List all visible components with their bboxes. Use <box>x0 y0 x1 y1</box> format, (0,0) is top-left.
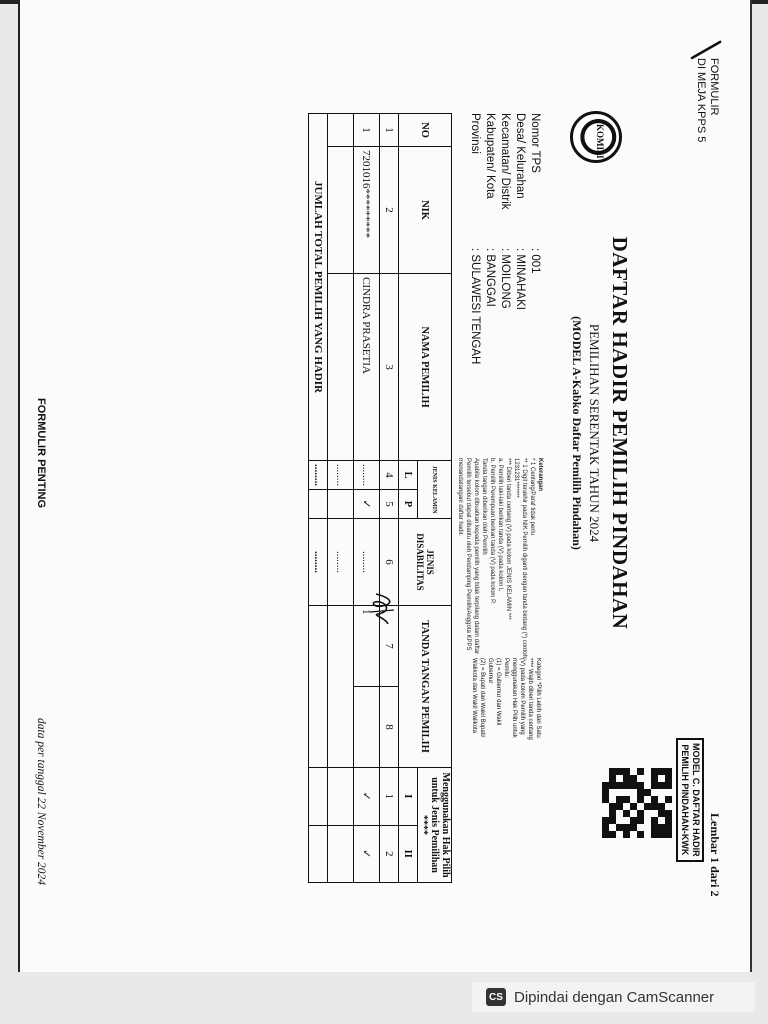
column-number-row <box>380 114 399 883</box>
col-p-header: P <box>399 490 418 519</box>
qr-module <box>637 782 644 789</box>
qr-module <box>651 824 658 831</box>
qr-module <box>665 824 672 831</box>
qr-module <box>651 782 658 789</box>
note-line: * 1 Centang/Paraf tidak perlu <box>529 458 535 536</box>
di-meja-label: DI MEJA KPPS 5 <box>695 58 707 143</box>
note-line: Pemilih tersebut dapat dibantu oleh Pendamping Pemilih/Anggota KPPS <box>465 458 471 651</box>
qr-module <box>623 775 630 782</box>
col-number: 2 <box>380 825 399 882</box>
qr-module <box>651 775 658 782</box>
qr-module <box>658 789 665 796</box>
qr-module <box>630 796 637 803</box>
qr-module <box>644 775 651 782</box>
qr-module <box>644 817 651 824</box>
info-row <box>497 113 512 364</box>
qr-module <box>616 775 623 782</box>
qr-module <box>609 796 616 803</box>
notes-block <box>456 458 544 688</box>
qr-module <box>637 775 644 782</box>
qr-module <box>616 803 623 810</box>
col-l-header: L <box>399 461 418 490</box>
info-value: : MOILONG <box>499 248 511 309</box>
qr-module <box>609 817 616 824</box>
qr-module <box>609 803 616 810</box>
qr-module <box>602 796 609 803</box>
note-line: a. Pemilih laki-laki berikan tanda (V) pada kolom L <box>497 458 503 592</box>
col-hak-header: Menggunakan Hak Pilih untuk Jenis Pemilihan **** <box>418 768 452 883</box>
logo-text: KOMISI <box>595 124 605 159</box>
qr-module <box>623 789 630 796</box>
qr-module <box>658 817 665 824</box>
qr-notes <box>470 658 542 778</box>
qr-module <box>665 831 672 838</box>
qr-module <box>616 831 623 838</box>
qr-module <box>644 824 651 831</box>
row-no <box>328 114 354 147</box>
qr-module <box>644 768 651 775</box>
qr-module <box>609 824 616 831</box>
qr-module <box>616 789 623 796</box>
qr-module <box>602 810 609 817</box>
camscanner-badge <box>472 982 755 1012</box>
qr-module <box>644 831 651 838</box>
qr-module <box>665 810 672 817</box>
qr-note-line: (1) = Gubernur dan Wakil <box>495 658 501 726</box>
qr-module <box>637 817 644 824</box>
qr-module <box>602 831 609 838</box>
row-nik: 7201016********* <box>354 147 380 274</box>
signature-number: 1 <box>360 609 373 615</box>
row-nik <box>328 147 354 274</box>
col-number: 1 <box>380 768 399 825</box>
qr-module <box>623 796 630 803</box>
row-empty-cell <box>354 687 380 768</box>
qr-module <box>637 789 644 796</box>
qr-module <box>665 775 672 782</box>
qr-module <box>658 782 665 789</box>
note-line: ** 1 Digit terakhir pada NIK Pemilih diganti dengan tanda bintang (*) contoh: <box>521 458 527 660</box>
qr-module <box>637 831 644 838</box>
total-disabilitas: ........ <box>309 519 328 606</box>
info-label: Desa/ Kelurahan <box>514 113 526 199</box>
total-p <box>309 490 328 519</box>
col-ttd-header: TANDA TANGAN PEMILIH <box>399 606 452 768</box>
note-line: Apabila kolom dibuatkan kepada pemilih yang tidak terpilang dalam daftar <box>473 458 479 655</box>
notes-heading: Keterangan <box>537 458 543 492</box>
col-number: 6 <box>380 519 399 606</box>
qr-module <box>602 803 609 810</box>
election-subtitle: PEMILIHAN SERENTAK TAHUN 2024 <box>587 323 602 543</box>
row-ii-check: ✓ <box>354 825 380 882</box>
qr-module <box>637 810 644 817</box>
rotated-document <box>12 18 752 978</box>
row-i-check: ✓ <box>354 768 380 825</box>
qr-note-line: Kategori *Pilih Lebih dari Satu <box>535 658 541 738</box>
col-number: 3 <box>380 274 399 461</box>
qr-module <box>616 768 623 775</box>
qr-module <box>602 768 609 775</box>
info-value: : SULAWESI TENGAH <box>469 248 481 365</box>
qr-module <box>651 789 658 796</box>
qr-module <box>623 782 630 789</box>
qr-module <box>609 768 616 775</box>
qr-module <box>644 810 651 817</box>
qr-module <box>637 824 644 831</box>
qr-module <box>651 810 658 817</box>
table-row <box>354 114 380 883</box>
qr-module <box>602 824 609 831</box>
qr-module <box>630 789 637 796</box>
col-no-header: NO <box>399 114 452 147</box>
info-value: : BANGGAI <box>484 248 496 307</box>
col-number: 1 <box>380 114 399 147</box>
footer-left: FORMULIR PENTING <box>35 398 47 508</box>
qr-module <box>651 796 658 803</box>
qr-module <box>623 824 630 831</box>
qr-module <box>651 817 658 824</box>
note-line: menandatangani daftar hadir. <box>457 458 463 537</box>
col-i-header: I <box>399 768 418 825</box>
info-row <box>512 113 527 364</box>
qr-module <box>665 789 672 796</box>
col-number: 5 <box>380 490 399 519</box>
qr-module <box>602 789 609 796</box>
info-row <box>527 113 542 364</box>
footer-right: data per tanggal 22 November 2024 <box>35 718 47 886</box>
qr-module <box>616 782 623 789</box>
qr-module <box>651 831 658 838</box>
sheet-number: Lembar 1 dari 2 <box>708 813 722 897</box>
camscanner-logo-icon: CS <box>486 988 506 1006</box>
qr-module <box>651 768 658 775</box>
attendance-table <box>308 113 452 883</box>
qr-module <box>630 803 637 810</box>
qr-module <box>665 768 672 775</box>
row-disabilitas: ........ <box>354 519 380 606</box>
qr-module <box>616 796 623 803</box>
info-label: Provinsi <box>469 113 481 154</box>
qr-module <box>602 775 609 782</box>
note-line: *** Diberi tanda centang (V) pada kolom JENIS KELAMIN *** <box>505 458 511 620</box>
info-row <box>467 113 482 364</box>
total-i <box>309 768 328 825</box>
qr-module <box>609 810 616 817</box>
qr-module <box>630 817 637 824</box>
qr-module <box>623 817 630 824</box>
qr-module <box>602 817 609 824</box>
row-nama <box>328 274 354 461</box>
qr-module <box>630 824 637 831</box>
camscanner-text: Dipindai dengan CamScanner <box>514 988 715 1006</box>
info-value: : 001 <box>529 248 541 274</box>
qr-module <box>651 803 658 810</box>
qr-note-line: (2) = Bupati dan Wakil Bupati/ <box>479 658 485 738</box>
model-line: (MODEL A-Kabko Daftar Pemilih Pindahan) <box>570 316 584 550</box>
qr-module <box>609 782 616 789</box>
model-box-line2: PEMILIH PINDAHAN-KWK <box>680 744 690 856</box>
table-row <box>328 114 354 883</box>
formulir-label: FORMULIR <box>708 58 720 116</box>
info-label: Nomor TPS <box>529 113 541 173</box>
qr-module <box>616 817 623 824</box>
qr-module <box>609 831 616 838</box>
col-number: 7 <box>380 606 399 687</box>
note-line: b. Pemilih Perempuan berikan tanda (V) pada kolom P. <box>489 458 495 604</box>
qr-module <box>630 768 637 775</box>
row-signature-cell <box>328 606 354 768</box>
row-disabilitas: ........ <box>328 519 354 606</box>
table-header-row <box>418 114 452 883</box>
model-box-line1: MODEL C. DAFTAR HADIR <box>691 743 701 857</box>
row-no: 1 <box>354 114 380 147</box>
qr-module <box>644 796 651 803</box>
note-line: 1231231******* <box>513 458 519 498</box>
col-nik-header: NIK <box>399 147 452 274</box>
info-row <box>482 113 497 364</box>
info-label: Kecamatan/ Distrik <box>499 113 511 210</box>
qr-note-line: (V) pada kolom Pemilih yang <box>519 658 525 735</box>
qr-module <box>644 782 651 789</box>
col-nama-header: NAMA PEMILIH <box>399 274 452 461</box>
note-line: Tanda tangan diberikan oleh Pemilih <box>481 458 487 555</box>
qr-module <box>630 782 637 789</box>
qr-module <box>665 803 672 810</box>
row-nama: CINDRA PRASETIA <box>354 274 380 461</box>
col-number: 2 <box>380 147 399 274</box>
qr-module <box>637 803 644 810</box>
model-box <box>676 738 704 862</box>
qr-code <box>602 768 672 838</box>
qr-module <box>644 803 651 810</box>
qr-module <box>637 796 644 803</box>
total-l: ........ <box>309 461 328 490</box>
qr-module <box>658 803 665 810</box>
qr-module <box>665 796 672 803</box>
qr-module <box>630 810 637 817</box>
formulir-header <box>694 58 720 142</box>
qr-module <box>630 831 637 838</box>
info-value: : MINAHAKI <box>514 248 526 310</box>
qr-module <box>644 789 651 796</box>
qr-module <box>658 775 665 782</box>
qr-note-line: menggunakan Hak Pilih untuk <box>511 658 517 738</box>
total-signature <box>309 606 328 768</box>
row-ii <box>328 825 354 882</box>
qr-module <box>658 768 665 775</box>
qr-module <box>658 831 665 838</box>
qr-note-line: **** Wajib diberi tanda centang <box>527 658 533 740</box>
qr-note-line: Gubernur <box>487 658 493 684</box>
row-p-check: ✓ <box>354 490 380 519</box>
qr-note-line: Pemilu: <box>503 658 509 679</box>
col-number: 4 <box>380 461 399 490</box>
qr-module <box>623 831 630 838</box>
total-row <box>309 114 328 883</box>
row-p <box>328 490 354 519</box>
qr-module <box>658 810 665 817</box>
qr-module <box>609 789 616 796</box>
col-jk-header: JENIS KELAMIN <box>418 461 452 519</box>
row-l: ........ <box>354 461 380 490</box>
qr-module <box>623 810 630 817</box>
qr-module <box>623 768 630 775</box>
col-disabilitas-header: JENIS DISABILITAS <box>399 519 452 606</box>
page-title: DAFTAR HADIR PEMILIH PINDAHAN <box>608 236 632 630</box>
location-info <box>467 113 542 364</box>
handwritten-signature <box>366 590 400 630</box>
row-i <box>328 768 354 825</box>
qr-module <box>630 775 637 782</box>
total-ii <box>309 825 328 882</box>
qr-module <box>637 768 644 775</box>
row-l: ........ <box>328 461 354 490</box>
qr-module <box>616 824 623 831</box>
qr-module <box>623 803 630 810</box>
qr-module <box>602 782 609 789</box>
qr-module <box>665 782 672 789</box>
qr-module <box>609 775 616 782</box>
kpu-logo <box>570 111 622 163</box>
qr-note-line: Walikota dan Wakil Walikota <box>471 658 477 734</box>
qr-module <box>658 824 665 831</box>
qr-module <box>658 796 665 803</box>
col-number: 8 <box>380 687 399 768</box>
total-label: JUMLAH TOTAL PEMILIH YANG HADIR <box>309 114 328 461</box>
info-label: Kabupaten/ Kota <box>484 113 496 199</box>
qr-module <box>665 817 672 824</box>
qr-module <box>616 810 623 817</box>
col-ii-header: II <box>399 825 418 882</box>
